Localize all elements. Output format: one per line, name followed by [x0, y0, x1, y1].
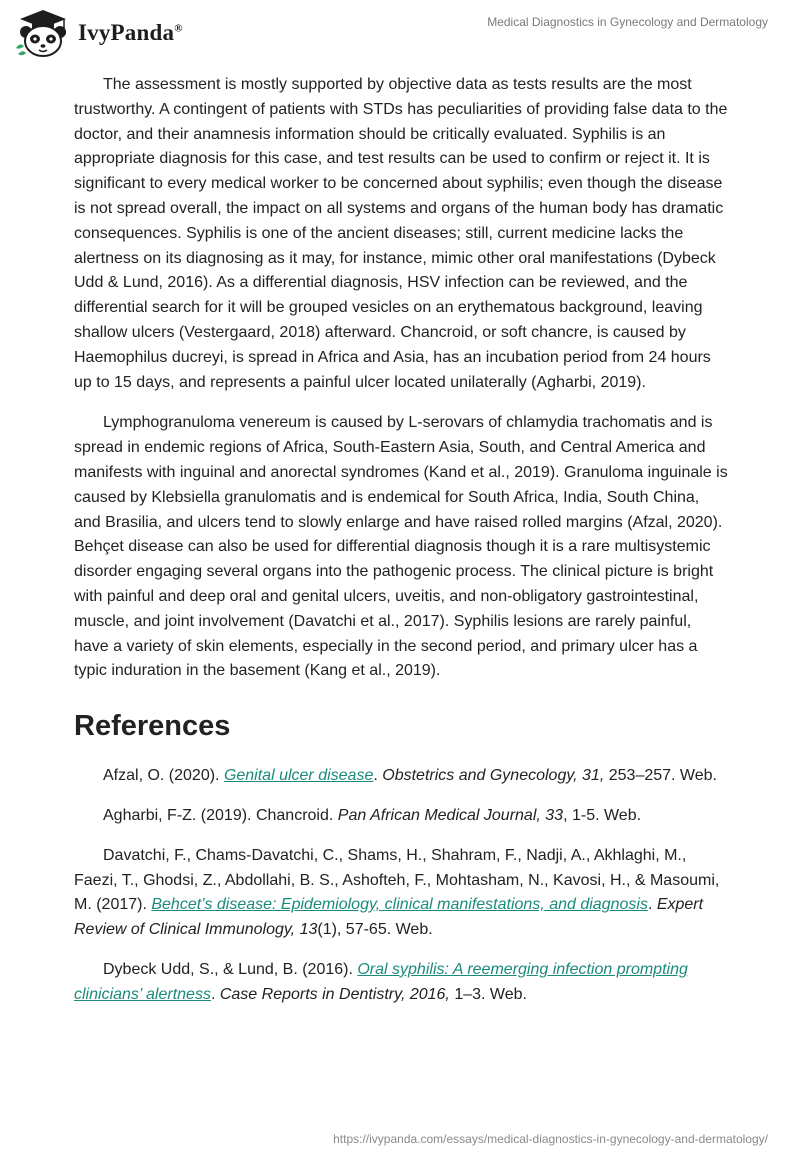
- document-title: Medical Diagnostics in Gynecology and Dermatology: [487, 15, 768, 29]
- reference-item: Afzal, O. (2020). Genital ulcer disease. Obstetrics and Gynecology, 31, 253–257. Web.: [103, 767, 717, 785]
- essay-body: [74, 73, 730, 1023]
- body-paragraph: Lymphogranuloma venereum is caused by L-serovars of chlamydia trachomatis and is spread in endemic regions of Africa, South-Eastern Asia, South, and Central America and manifests with inguinal and anorectal syndromes (Kand et al., 2019). Granuloma inguinale is caused by Klebsiella granulomatis and is endemical for South Africa, India, South China, and Brasilia, and ulcers tend to slowly enlarge and have raised rolled margins (Afzal, 2020). Behçet disease can also be used for differential diagnosis though it is a rare multisystemic disorder engaging several organs into the pathogenic process. The clinical picture is bright with painful and deep oral and genital ulcers, uveitis, and non-obligatory gastrointestinal, muscle, and joint involvement (Davatchi et al., 2017). Syphilis lesions are rarely painful, have a variety of skin elements, especially in the second period, and primary ulcer has a typic induration in the basement (Kang et al., 2019).: [74, 414, 728, 680]
- panda-graduate-icon: [14, 8, 72, 58]
- references-heading: References: [74, 710, 231, 743]
- body-paragraph: The assessment is mostly supported by objective data as tests results are the most trustworthy. A contingent of patients with STDs has peculiarities of providing false data to the doctor, and their anamnesis information should be critically evaluated. Syphilis is an appropriate diagnosis for this case, and test results can be used to confirm or reject it. It is significant to every medical worker to be concerned about syphilis; even though the disease is not spread overall, the impact on all systems and organs of the human body has dramatic consequences. Syphilis is one of the ancient diseases; still, current medicine lacks the alertness on its diagnosing as it may, for instance, mimic other oral manifestations (Dybeck Udd & Lund, 2016). As a differential diagnosis, HSV infection can be reviewed, and the differential search for it will be grouped vesicles on an erythematous background, leaving shallow ulcers (Vestergaard, 2018) afterward. Chancroid, or soft chancre, is caused by Haemophilus ducreyi, is spread in Africa and Asia, has an incubation period from 24 hours up to 15 days, and represents a painful ulcer located unilaterally (Agharbi, 2019).: [74, 76, 728, 391]
- reference-link[interactable]: Genital ulcer disease: [223, 767, 374, 785]
- source-url[interactable]: https://ivypanda.com/essays/medical-diagnostics-in-gynecology-and-dermatology/: [333, 1132, 768, 1146]
- reference-item: Agharbi, F-Z. (2019). Chancroid. Pan African Medical Journal, 33, 1-5. Web.: [103, 806, 642, 824]
- ivypanda-logo[interactable]: [14, 8, 204, 58]
- brand-name: IvyPanda®: [78, 20, 183, 45]
- reference-item: Dybeck Udd, S., & Lund, B. (2016). Oral syphilis: A reemerging infection prompting clinicians’ alertness. Case Reports in Dentistry, 2016, 1–3. Web.: [74, 960, 688, 1003]
- reference-link[interactable]: Behcet’s disease: Epidemiology, clinical manifestations, and diagnosis: [151, 896, 648, 914]
- reference-link[interactable]: Oral syphilis: A reemerging infection prompting clinicians’ alertness: [74, 960, 688, 1003]
- page-header: [0, 0, 800, 62]
- reference-item: Davatchi, F., Chams-Davatchi, C., Shams, H., Shahram, F., Nadji, A., Akhlaghi, M., Faezi, T., Ghodsi, Z., Abdollahi, B. S., Ashofteh, F., Mohtasham, N., Kavosi, H., & Masoumi, M. (2017). Behcet’s disease: Epidemiology, clinical manifestations, and diagnosis. Expert Review of Clinical Immunology, 13(1), 57-65. Web.: [74, 846, 720, 939]
